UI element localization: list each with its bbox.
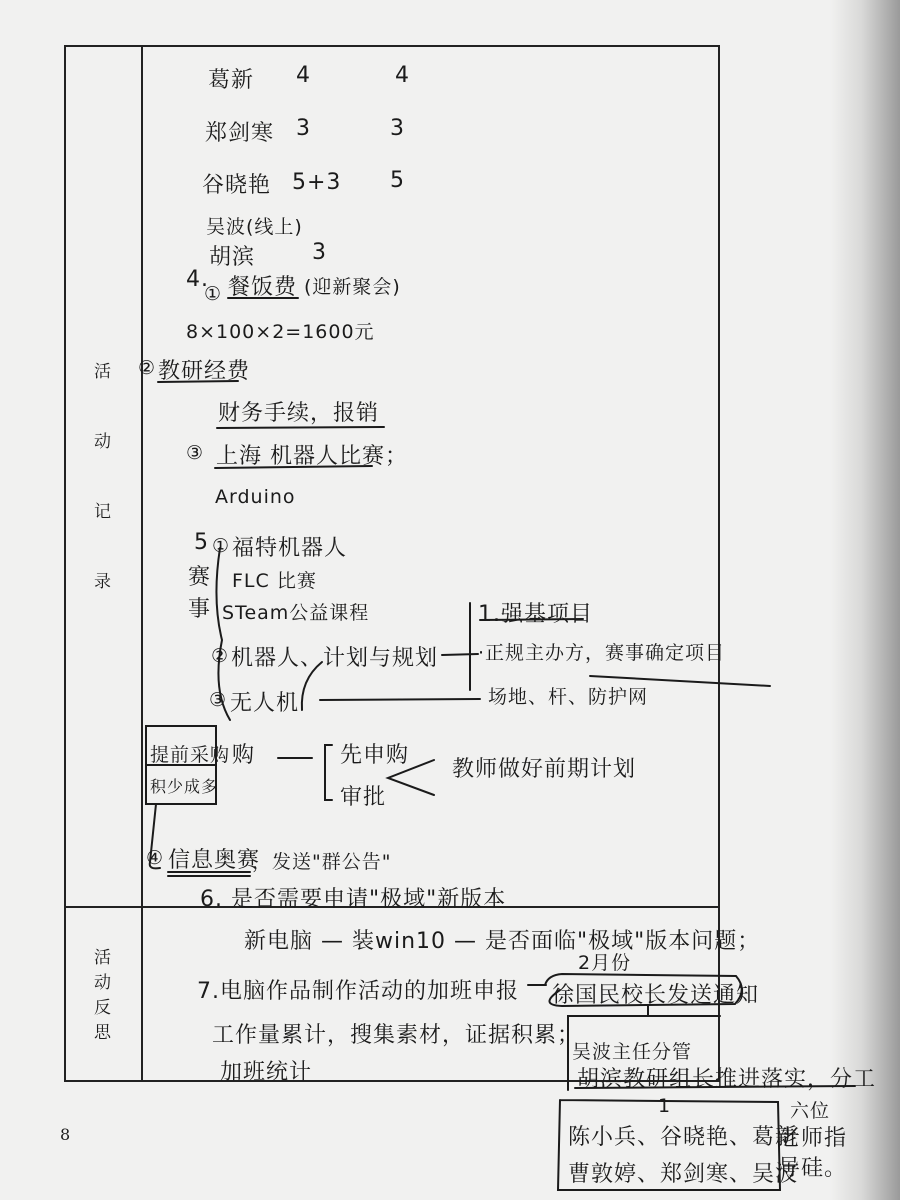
connector-line (442, 654, 478, 655)
branch-item: ·正规主办方，赛事确定项目 (478, 642, 726, 664)
note-text: 胡滨 (209, 245, 256, 270)
reflection-text: 吴波主任分管 (572, 1041, 693, 1063)
score-value: 4 (395, 63, 410, 88)
teacher-list: 陈小兵、谷晓艳、葛新 (568, 1125, 799, 1150)
note-text: 6. 是否需要申请"极域"新版本 (200, 887, 507, 912)
label-char: 动 (94, 432, 111, 452)
circle-number: ④ (146, 847, 165, 869)
rounded-box-mark (545, 974, 742, 1006)
count-text: 5 (194, 530, 209, 555)
note-text: 教师做好前期计划 (452, 757, 637, 782)
score-value: 5 (390, 168, 405, 193)
connector-line (590, 676, 770, 686)
note-text: ，发送"群公告" (252, 851, 392, 873)
connector-line (568, 1006, 648, 1090)
label-char: 活 (94, 948, 111, 968)
boxed-note: 积少成多 (150, 777, 219, 796)
reflection-text: 胡滨教研组长推进落实，分工 (577, 1067, 877, 1092)
label-char: 记 (94, 502, 111, 522)
connector-line (320, 699, 480, 700)
underline-mark (215, 466, 372, 468)
note-text: (迎新聚会) (304, 276, 401, 298)
reflection-text: 六位 (790, 1100, 831, 1122)
label-char: 活 (94, 362, 111, 382)
angle-mark (388, 760, 434, 795)
competition-item: 福特机器人 (232, 536, 348, 561)
note-text: 信息奥赛 (168, 848, 261, 873)
underline-mark (480, 619, 583, 620)
label-char: 思 (94, 1023, 111, 1043)
teacher-list: 曹敦婷、郑剑寒、吴波 (568, 1162, 799, 1187)
step-item: 先申购 (340, 743, 410, 768)
note-text: Arduino (215, 486, 296, 508)
label-char: 反 (94, 998, 111, 1018)
label-char: 录 (94, 572, 111, 592)
score-name: 谷晓艳 (202, 173, 272, 198)
box-mark (558, 1100, 780, 1190)
brace-mark (216, 548, 230, 720)
reflection-text: 7.电脑作品制作活动的加班申报 (197, 979, 519, 1004)
reflection-text: 徐国民校长发送通知 (552, 983, 760, 1008)
reflection-text: 加班统计 (220, 1060, 313, 1085)
note-text: 赛事 (188, 565, 212, 622)
calculation-text: 8×100×2=1600元 (186, 321, 375, 343)
circle-number: ② (138, 357, 157, 379)
reflection-text: 工作量累计，搜集素材，证据积累； (212, 1023, 581, 1048)
competition-item: FLC 比赛 (232, 570, 317, 592)
circle-number: ③ (209, 689, 228, 711)
reflection-text: 2月份 (578, 952, 632, 974)
label-char: 动 (94, 973, 111, 993)
note-text: 财务手续，报销 (218, 401, 380, 426)
note-text: 教研经费 (158, 359, 251, 384)
boxed-note: 提前采购 (150, 744, 231, 766)
underline-mark (575, 1086, 855, 1088)
score-value: 3 (312, 240, 327, 265)
curve-mark (302, 662, 322, 710)
reflection-text: 新电脑 — 装win10 — 是否面临"极域"版本问题； (244, 929, 761, 954)
score-value: 3 (390, 116, 405, 141)
reflection-text: 1 (658, 1095, 672, 1117)
circle-number: ③ (186, 442, 205, 464)
score-name: 郑剑寒 (205, 121, 275, 146)
circle-number: ② (211, 645, 230, 667)
score-value: 4 (296, 63, 311, 88)
competition-item: 机器人、计划与规划 (231, 646, 439, 671)
page-number: 8 (60, 1125, 71, 1144)
reflection-text: 老师指导硅。 (778, 1126, 848, 1181)
score-name: 葛新 (208, 68, 255, 93)
step-item: 审批 (340, 785, 387, 810)
note-text: 餐饭费 (228, 275, 298, 300)
circle-number: ① (212, 535, 231, 557)
score-value: 3 (296, 116, 311, 141)
connector-line (150, 804, 160, 868)
competition-item: STeam公益课程 (222, 602, 370, 624)
score-value: 5+3 (292, 170, 342, 195)
competition-item: 无人机 (230, 691, 300, 716)
item-number: 4. (186, 267, 209, 292)
note-text: 吴波(线上) (206, 216, 303, 238)
note-text: 上海 机器人比赛； (216, 444, 408, 469)
bracket-mark (325, 745, 332, 800)
note-text: 场地、杆、防护网 (488, 686, 649, 708)
underline-mark (158, 381, 238, 382)
note-text: 购 (232, 743, 256, 768)
circle-number: ① (204, 283, 223, 305)
branch-item: 1.强基项目 (478, 602, 593, 627)
underline-mark (217, 427, 384, 428)
